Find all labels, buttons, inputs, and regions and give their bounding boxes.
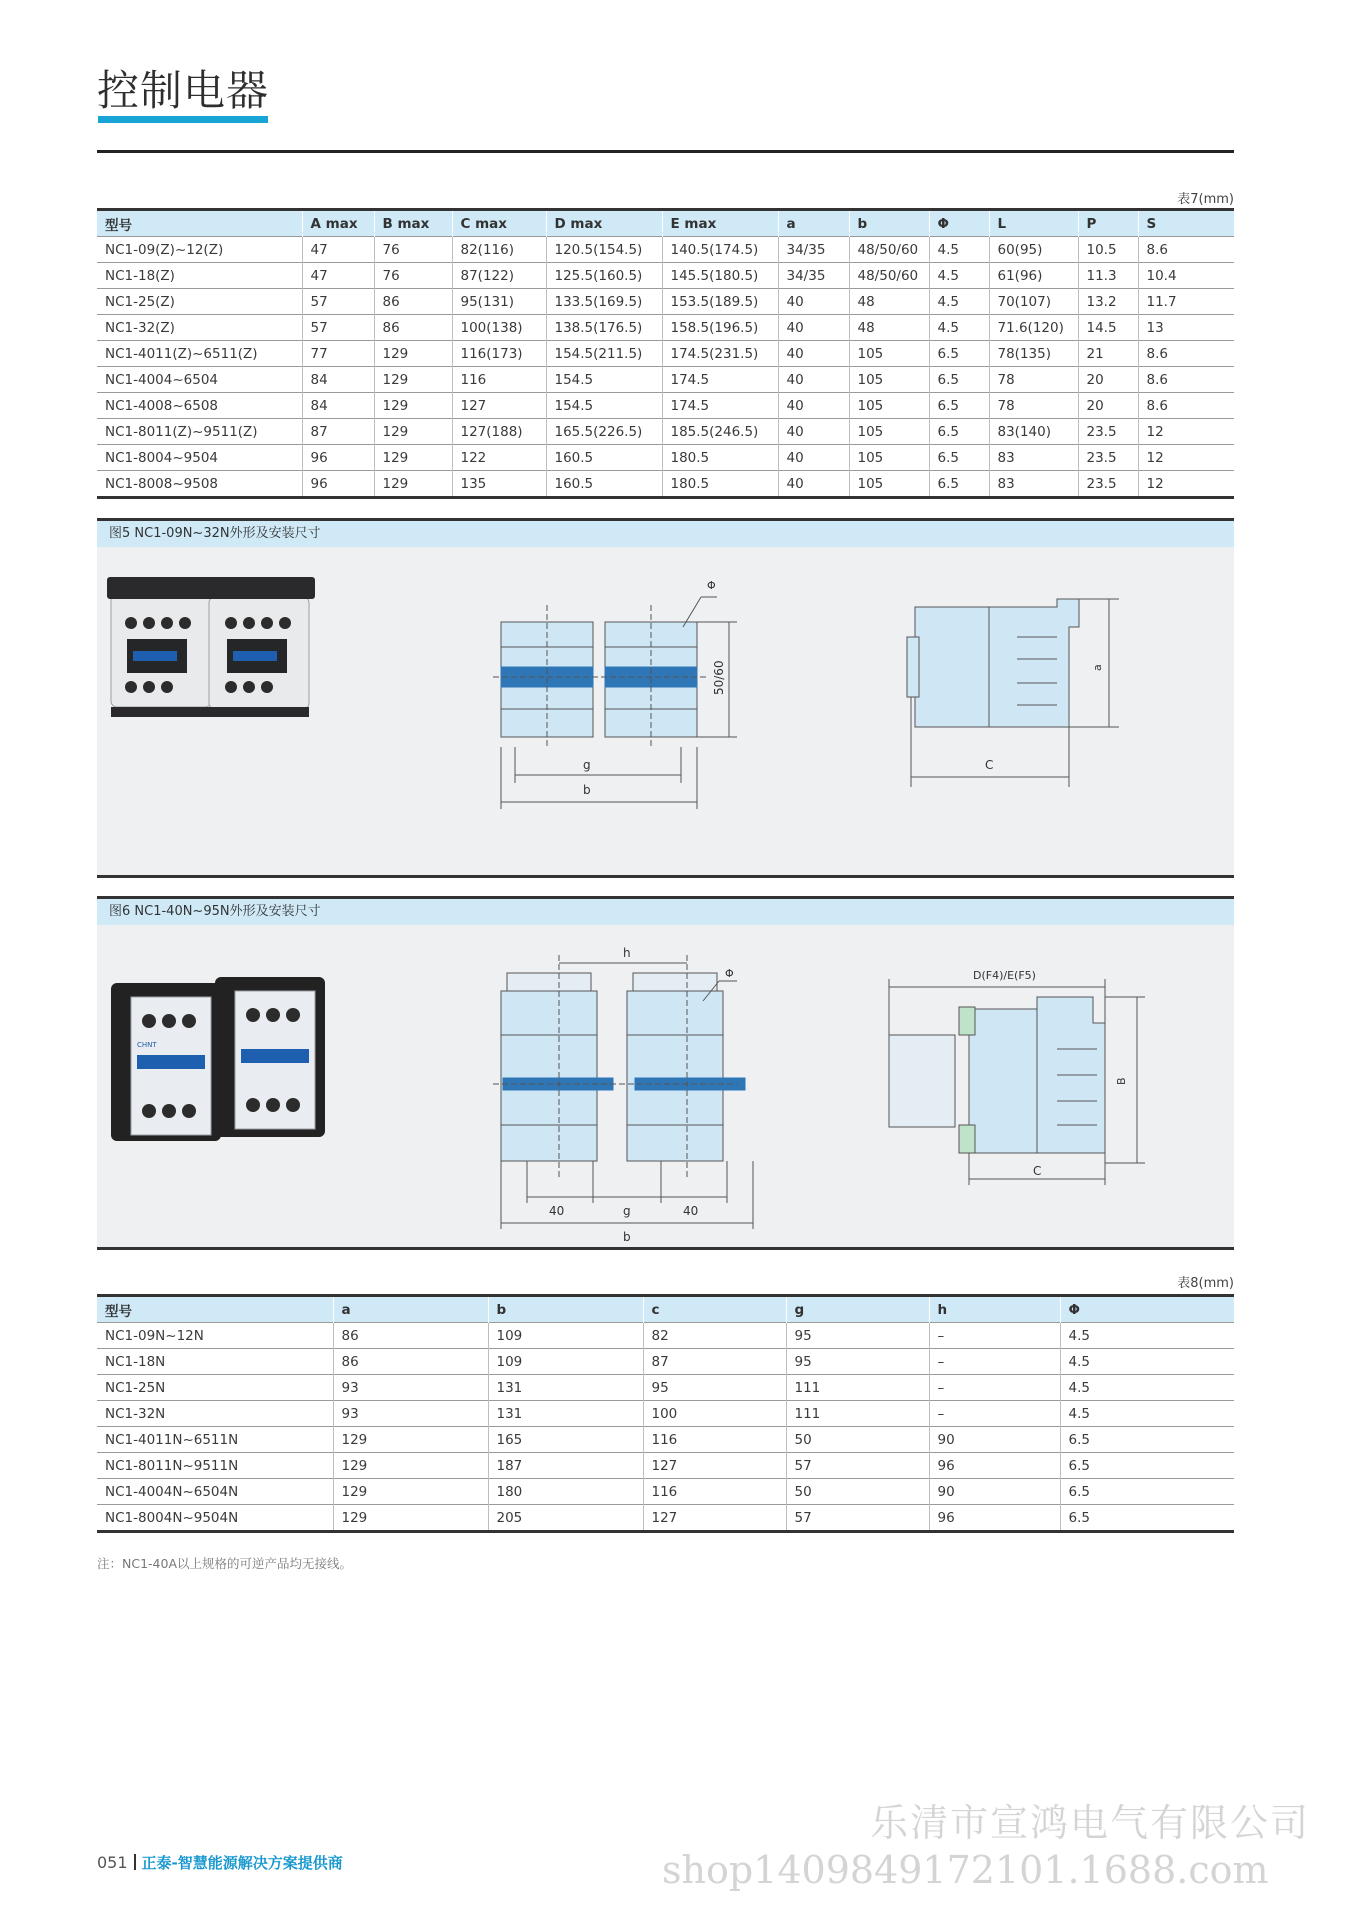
value-cell: 105 [849,367,929,393]
value-cell: 6.5 [929,367,989,393]
value-cell: 6.5 [1060,1427,1234,1453]
value-cell: 14.5 [1078,315,1138,341]
header-rule [97,150,1234,153]
column-header: h [929,1296,1060,1323]
table-row [97,1375,1234,1401]
value-cell: 70(107) [989,289,1078,315]
value-cell: 84 [302,393,374,419]
column-header: B max [374,210,452,237]
value-cell: 12 [1138,445,1234,471]
column-header: L [989,210,1078,237]
table7-header-row [97,210,1234,237]
value-cell: 6.5 [1060,1479,1234,1505]
value-cell: 86 [333,1323,488,1349]
value-cell: 154.5 [546,393,662,419]
value-cell: 127 [643,1505,786,1532]
contactor-photo-small [107,577,315,717]
value-cell: 23.5 [1078,419,1138,445]
value-cell: 4.5 [929,263,989,289]
value-cell: 6.5 [929,445,989,471]
column-header: b [488,1296,643,1323]
value-cell: 180.5 [662,471,778,498]
value-cell: 96 [929,1505,1060,1532]
value-cell: 4.5 [1060,1375,1234,1401]
table-row [97,367,1234,393]
value-cell: 23.5 [1078,471,1138,498]
value-cell: 105 [849,471,929,498]
figure5-drawing [97,547,1234,875]
value-cell: 100(138) [452,315,546,341]
value-cell: – [929,1375,1060,1401]
column-header: 型号 [97,210,302,237]
model-cell: NC1-18N [97,1349,333,1375]
value-cell: 120.5(154.5) [546,237,662,263]
figure5 [97,518,1234,878]
value-cell: 48/50/60 [849,237,929,263]
value-cell: 57 [786,1505,929,1532]
model-cell: NC1-8011N~9511N [97,1453,333,1479]
value-cell: 160.5 [546,445,662,471]
value-cell: 83(140) [989,419,1078,445]
value-cell: 71.6(120) [989,315,1078,341]
value-cell: 48 [849,289,929,315]
column-header: A max [302,210,374,237]
model-cell: NC1-25(Z) [97,289,302,315]
value-cell: 96 [929,1453,1060,1479]
value-cell: 83 [989,445,1078,471]
value-cell: 20 [1078,367,1138,393]
value-cell: 8.6 [1138,367,1234,393]
value-cell: 48/50/60 [849,263,929,289]
model-cell: NC1-4004~6504 [97,367,302,393]
value-cell: 129 [374,419,452,445]
value-cell: 4.5 [1060,1401,1234,1427]
model-cell: NC1-09(Z)~12(Z) [97,237,302,263]
value-cell: 57 [302,289,374,315]
value-cell: 180 [488,1479,643,1505]
value-cell: 6.5 [929,341,989,367]
table-row [97,1323,1234,1349]
model-cell: NC1-09N~12N [97,1323,333,1349]
table-row [97,1349,1234,1375]
photo-brand-label: CHNT [137,1041,157,1049]
value-cell: 23.5 [1078,445,1138,471]
value-cell: 105 [849,445,929,471]
value-cell: 34/35 [778,263,849,289]
table-row [97,471,1234,498]
model-cell: NC1-4011(Z)~6511(Z) [97,341,302,367]
value-cell: 6.5 [929,419,989,445]
value-cell: 95 [786,1349,929,1375]
value-cell: 82 [643,1323,786,1349]
column-header: E max [662,210,778,237]
value-cell: 174.5 [662,367,778,393]
table-row [97,1427,1234,1453]
value-cell: 47 [302,263,374,289]
value-cell: 129 [333,1505,488,1532]
value-cell: 40 [778,367,849,393]
table8-header-row [97,1296,1234,1323]
side-view-drawing-large [889,979,1145,1185]
value-cell: 127 [643,1453,786,1479]
value-cell: 60(95) [989,237,1078,263]
value-cell: 111 [786,1375,929,1401]
value-cell: 6.5 [1060,1505,1234,1532]
table7-caption: 表7(mm) [1177,192,1234,207]
value-cell: 116 [452,367,546,393]
column-header: C max [452,210,546,237]
figure6 [97,896,1234,1250]
value-cell: 131 [488,1401,643,1427]
figure6-title: 图6 NC1-40N~95N外形及安装尺寸 [97,899,1234,925]
value-cell: 160.5 [546,471,662,498]
value-cell: 83 [989,471,1078,498]
table-row [97,263,1234,289]
column-header: b [849,210,929,237]
value-cell: 116(173) [452,341,546,367]
value-cell: 47 [302,237,374,263]
value-cell: 84 [302,367,374,393]
column-header: S [1138,210,1234,237]
column-header: D max [546,210,662,237]
table-row [97,289,1234,315]
value-cell: 135 [452,471,546,498]
value-cell: 78 [989,367,1078,393]
value-cell: 111 [786,1401,929,1427]
value-cell: 48 [849,315,929,341]
value-cell: 95 [786,1323,929,1349]
value-cell: 12 [1138,471,1234,498]
model-cell: NC1-4004N~6504N [97,1479,333,1505]
value-cell: 205 [488,1505,643,1532]
value-cell: 180.5 [662,445,778,471]
value-cell: 13 [1138,315,1234,341]
model-cell: NC1-8008~9508 [97,471,302,498]
value-cell: 86 [374,315,452,341]
value-cell: 96 [302,471,374,498]
value-cell: 125.5(160.5) [546,263,662,289]
value-cell: 40 [778,445,849,471]
dim-phi-label: Φ [707,579,716,592]
value-cell: 4.5 [1060,1349,1234,1375]
value-cell: 129 [333,1453,488,1479]
value-cell: 127(188) [452,419,546,445]
table-row [97,1479,1234,1505]
model-cell: NC1-32N [97,1401,333,1427]
value-cell: 138.5(176.5) [546,315,662,341]
value-cell: 13.2 [1078,289,1138,315]
value-cell: – [929,1401,1060,1427]
model-cell: NC1-8004~9504 [97,445,302,471]
table7 [97,208,1234,499]
model-cell: NC1-4008~6508 [97,393,302,419]
model-cell: NC1-32(Z) [97,315,302,341]
value-cell: 158.5(196.5) [662,315,778,341]
value-cell: 78 [989,393,1078,419]
value-cell: 187 [488,1453,643,1479]
value-cell: 78(135) [989,341,1078,367]
contactor-photo-large [111,977,325,1141]
model-cell: NC1-8011(Z)~9511(Z) [97,419,302,445]
column-header: c [643,1296,786,1323]
value-cell: 76 [374,237,452,263]
value-cell: 40 [778,341,849,367]
value-cell: 10.5 [1078,237,1138,263]
dim-g-label: g [583,758,591,772]
value-cell: 165.5(226.5) [546,419,662,445]
table-row [97,315,1234,341]
value-cell: 129 [333,1479,488,1505]
model-cell: NC1-25N [97,1375,333,1401]
dim-B-label: B [1115,1077,1128,1085]
side-view-drawing [907,599,1119,787]
table-row [97,237,1234,263]
model-cell: NC1-8004N~9504N [97,1505,333,1532]
dim-b-label: b [583,783,591,797]
value-cell: 87 [302,419,374,445]
table-row [97,1505,1234,1532]
value-cell: 129 [374,445,452,471]
dim-40-left-label: 40 [549,1204,565,1218]
value-cell: 77 [302,341,374,367]
column-header: Φ [1060,1296,1234,1323]
front-view-drawing [493,597,737,809]
value-cell: 8.6 [1138,341,1234,367]
value-cell: – [929,1349,1060,1375]
value-cell: 90 [929,1427,1060,1453]
table-row [97,419,1234,445]
footer-divider [134,1854,136,1870]
dim-c-label: C [985,758,994,772]
dim-a-label: a [1091,664,1104,671]
value-cell: 153.5(189.5) [662,289,778,315]
value-cell: 129 [374,367,452,393]
value-cell: 133.5(169.5) [546,289,662,315]
model-cell: NC1-4011N~6511N [97,1427,333,1453]
value-cell: 116 [643,1427,786,1453]
value-cell: 122 [452,445,546,471]
value-cell: 185.5(246.5) [662,419,778,445]
value-cell: 145.5(180.5) [662,263,778,289]
value-cell: 4.5 [929,237,989,263]
title-underline [98,116,268,123]
value-cell: 127 [452,393,546,419]
dim-phi-label-large: Φ [725,967,734,980]
value-cell: 129 [333,1427,488,1453]
value-cell: 34/35 [778,237,849,263]
dim-g-label-large: g [623,1204,631,1218]
table-row [97,341,1234,367]
value-cell: 105 [849,393,929,419]
front-view-drawing-large [493,955,753,1229]
value-cell: 4.5 [1060,1323,1234,1349]
value-cell: 129 [374,341,452,367]
value-cell: 20 [1078,393,1138,419]
table-row [97,1453,1234,1479]
column-header: 型号 [97,1296,333,1323]
value-cell: 129 [374,471,452,498]
value-cell: 109 [488,1323,643,1349]
footer-slogan: 正泰-智慧能源解决方案提供商 [141,1854,343,1872]
column-header: a [778,210,849,237]
value-cell: 76 [374,263,452,289]
table8-caption: 表8(mm) [1177,1276,1234,1291]
value-cell: 100 [643,1401,786,1427]
value-cell: 154.5(211.5) [546,341,662,367]
value-cell: 11.7 [1138,289,1234,315]
value-cell: 6.5 [1060,1453,1234,1479]
value-cell: 129 [374,393,452,419]
table-row [97,393,1234,419]
value-cell: 109 [488,1349,643,1375]
value-cell: 82(116) [452,237,546,263]
table-row [97,445,1234,471]
value-cell: 96 [302,445,374,471]
value-cell: 40 [778,315,849,341]
page-footer [97,1852,343,1873]
column-header: P [1078,210,1138,237]
value-cell: 174.5(231.5) [662,341,778,367]
figure5-title: 图5 NC1-09N~32N外形及安装尺寸 [97,521,1234,547]
footnote: 注：NC1-40A以上规格的可逆产品均无接线。 [97,1556,352,1571]
value-cell: 165 [488,1427,643,1453]
value-cell: 174.5 [662,393,778,419]
page-number: 051 [97,1853,128,1872]
value-cell: 21 [1078,341,1138,367]
value-cell: 90 [929,1479,1060,1505]
value-cell: 95 [643,1375,786,1401]
value-cell: 4.5 [929,289,989,315]
value-cell: 154.5 [546,367,662,393]
watermark-company: 乐清市宣鸿电气有限公司 [870,1801,1311,1845]
value-cell: 95(131) [452,289,546,315]
column-header: Φ [929,210,989,237]
value-cell: 50 [786,1427,929,1453]
value-cell: 87 [643,1349,786,1375]
column-header: a [333,1296,488,1323]
value-cell: 86 [374,289,452,315]
dim-b-label-large: b [623,1230,631,1244]
value-cell: 93 [333,1401,488,1427]
value-cell: 61(96) [989,263,1078,289]
value-cell: 40 [778,419,849,445]
table-row [97,1401,1234,1427]
value-cell: 8.6 [1138,393,1234,419]
value-cell: 140.5(174.5) [662,237,778,263]
dim-40-right-label: 40 [683,1204,699,1218]
value-cell: 50 [786,1479,929,1505]
value-cell: 40 [778,289,849,315]
figure6-drawing [97,925,1234,1247]
value-cell: 86 [333,1349,488,1375]
value-cell: 4.5 [929,315,989,341]
value-cell: 8.6 [1138,237,1234,263]
value-cell: 105 [849,419,929,445]
column-header: g [786,1296,929,1323]
value-cell: 87(122) [452,263,546,289]
value-cell: – [929,1323,1060,1349]
value-cell: 40 [778,393,849,419]
dim-h-label: h [623,946,631,960]
value-cell: 57 [302,315,374,341]
watermark-url: shop1409849172101.1688.com [662,1848,1269,1892]
value-cell: 131 [488,1375,643,1401]
value-cell: 12 [1138,419,1234,445]
table8 [97,1294,1234,1533]
value-cell: 6.5 [929,471,989,498]
value-cell: 10.4 [1138,263,1234,289]
page-title: 控制电器 [97,66,270,115]
dim-c-label-large: C [1033,1164,1042,1178]
value-cell: 105 [849,341,929,367]
value-cell: 116 [643,1479,786,1505]
dim-5060-label: 50/60 [712,660,726,695]
model-cell: NC1-18(Z) [97,263,302,289]
value-cell: 93 [333,1375,488,1401]
value-cell: 40 [778,471,849,498]
value-cell: 6.5 [929,393,989,419]
dim-def-label: D(F4)/E(F5) [973,969,1036,982]
value-cell: 11.3 [1078,263,1138,289]
value-cell: 57 [786,1453,929,1479]
